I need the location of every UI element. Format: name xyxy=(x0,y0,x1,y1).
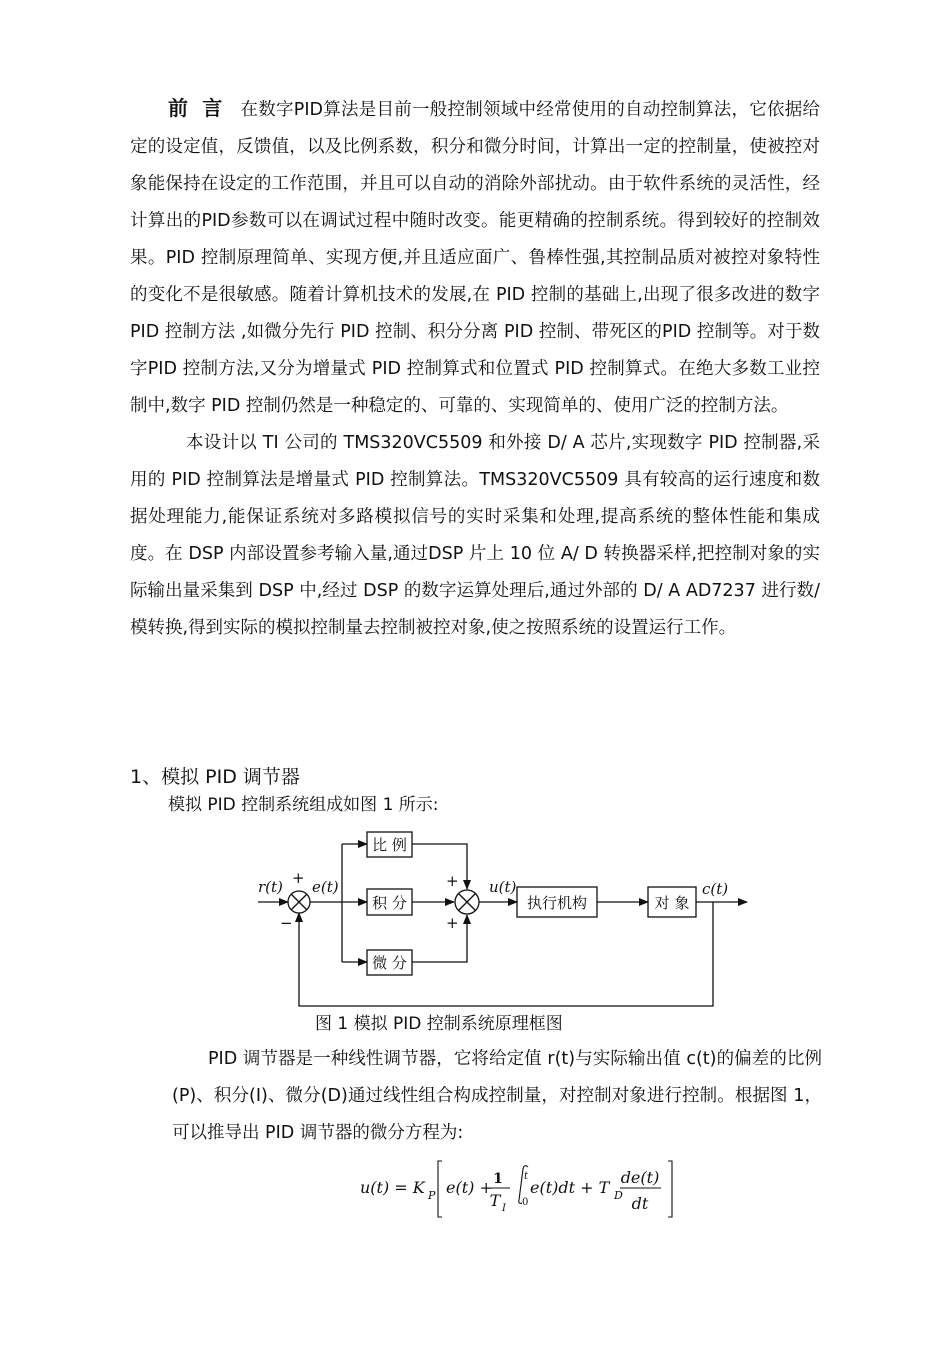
e-signal-label: e(t) xyxy=(312,878,339,896)
pid-differential-equation xyxy=(350,1155,680,1225)
preface-heading: 前言 xyxy=(168,96,237,120)
formula-e-term: e(t) + xyxy=(446,1178,493,1197)
r-signal-label: r(t) xyxy=(258,878,283,896)
c-signal-label: c(t) xyxy=(702,880,729,898)
formula-frac2-numerator: de(t) xyxy=(620,1168,660,1187)
formula-integral-upper: t xyxy=(524,1171,529,1182)
pid-description-paragraph: PID 调节器是一种线性调节器，它将给定值 r(t)与实际输出值 c(t)的偏差的比例(P)、积分(I)、微分(D)通过线性组合构成控制量，对控制对象进行控制。根据图 1，可以推导出 PID 调节器的微分方程为: xyxy=(172,1049,822,1143)
formula-integrand: e(t)dt + T xyxy=(530,1178,610,1197)
formula-kp-subscript: P xyxy=(428,1189,436,1202)
preface-paragraph-1 xyxy=(130,90,820,425)
formula-right-bracket xyxy=(668,1161,672,1217)
sum2-plus-bottom-sign: + xyxy=(446,914,459,932)
p-output-arrow xyxy=(412,844,467,889)
d-output-arrow xyxy=(412,915,467,962)
sum1-plus-sign: + xyxy=(292,869,305,887)
formula-frac2-denominator: dt xyxy=(631,1194,649,1213)
figure-1-caption: 图 1 模拟 PID 控制系统原理框图 xyxy=(315,1014,563,1034)
section-1-intro: 模拟 PID 控制系统组成如图 1 所示: xyxy=(168,795,439,815)
formula-ti-subscript: I xyxy=(502,1203,506,1214)
actuator-label: 执行机构 xyxy=(526,894,588,912)
preface-section xyxy=(130,90,820,647)
section-1-title: 1、模拟 PID 调节器 xyxy=(130,766,300,788)
proportional-label: 比 例 xyxy=(372,836,407,854)
formula-integral-lower: 0 xyxy=(522,1197,529,1208)
section-1-body xyxy=(172,1041,822,1152)
formula-frac1-numerator: 1 xyxy=(493,1171,503,1187)
preface-paragraph-1-text: 在数字PID算法是目前一般控制领域中经常使用的自动控制算法，它依据给定的设定值，反馈值，以及比例系数，积分和微分时间，计算出一定的控制量，使被控对象能保持在设定的工作范围，并且可以自动的消除外部扰动。由于软件系统的灵活性，经计算出的PID参数可以在调试过程中随时改变。能更精确的控制系统。得到较好的控制效果。PID 控制原理简单、实现方便,并且适应面广、鲁棒性强,其控制品质对被控对象特性的变化不是很敏感。随着计算机技术的发展,在 PID 控制的基础上,出现了很多改进的数字 PID 控制方法 ,如微分先行 PID 控制、积分分离 PID 控制、带死区的PID 控制等。对于数字PID 控制方法,又分为增量式 PID 控制算式和位置式 PID 控制算式。在绝大多数工业控制中,数字 PID 控制仍然是一种稳定的、可靠的、实现简单的、使用广泛的控制方法。 xyxy=(130,100,821,416)
formula-frac1-denominator: T xyxy=(489,1191,501,1210)
sum1-minus-sign: − xyxy=(280,914,293,932)
plant-label: 对 象 xyxy=(654,894,690,912)
derivative-label: 微 分 xyxy=(372,954,407,972)
formula-left-bracket xyxy=(438,1161,442,1217)
sum2-plus-top-sign: + xyxy=(446,872,459,890)
integral-label: 积 分 xyxy=(372,894,407,912)
formula-lhs: u(t) = K xyxy=(360,1178,425,1197)
pid-block-diagram xyxy=(250,822,750,1012)
formula-td-subscript: D xyxy=(614,1189,623,1202)
u-signal-label: u(t) xyxy=(489,878,517,896)
preface-paragraph-2: 本设计以 TI 公司的 TMS320VC5509 和外接 D/ A 芯片,实现数字 PID 控制器,采用的 PID 控制算法是增量式 PID 控制算法。TMS320VC5509 具有较高的运行速度和数据处理能力,能保证系统对多路模拟信号的实时采集和处理,提高系统的整体性能和集成度。在 DSP 内部设置参考输入量,通过DSP 片上 10 位 A/ D 转换器采样,把控制对象的实际输出量采集到 DSP 中,经过 DSP 的数字运算处理后,通过外部的 D/ A AD7237 进行数/ 模转换,得到实际的模拟控制量去控制被控对象,使之按照系统的设置运行工作。 xyxy=(130,433,820,638)
